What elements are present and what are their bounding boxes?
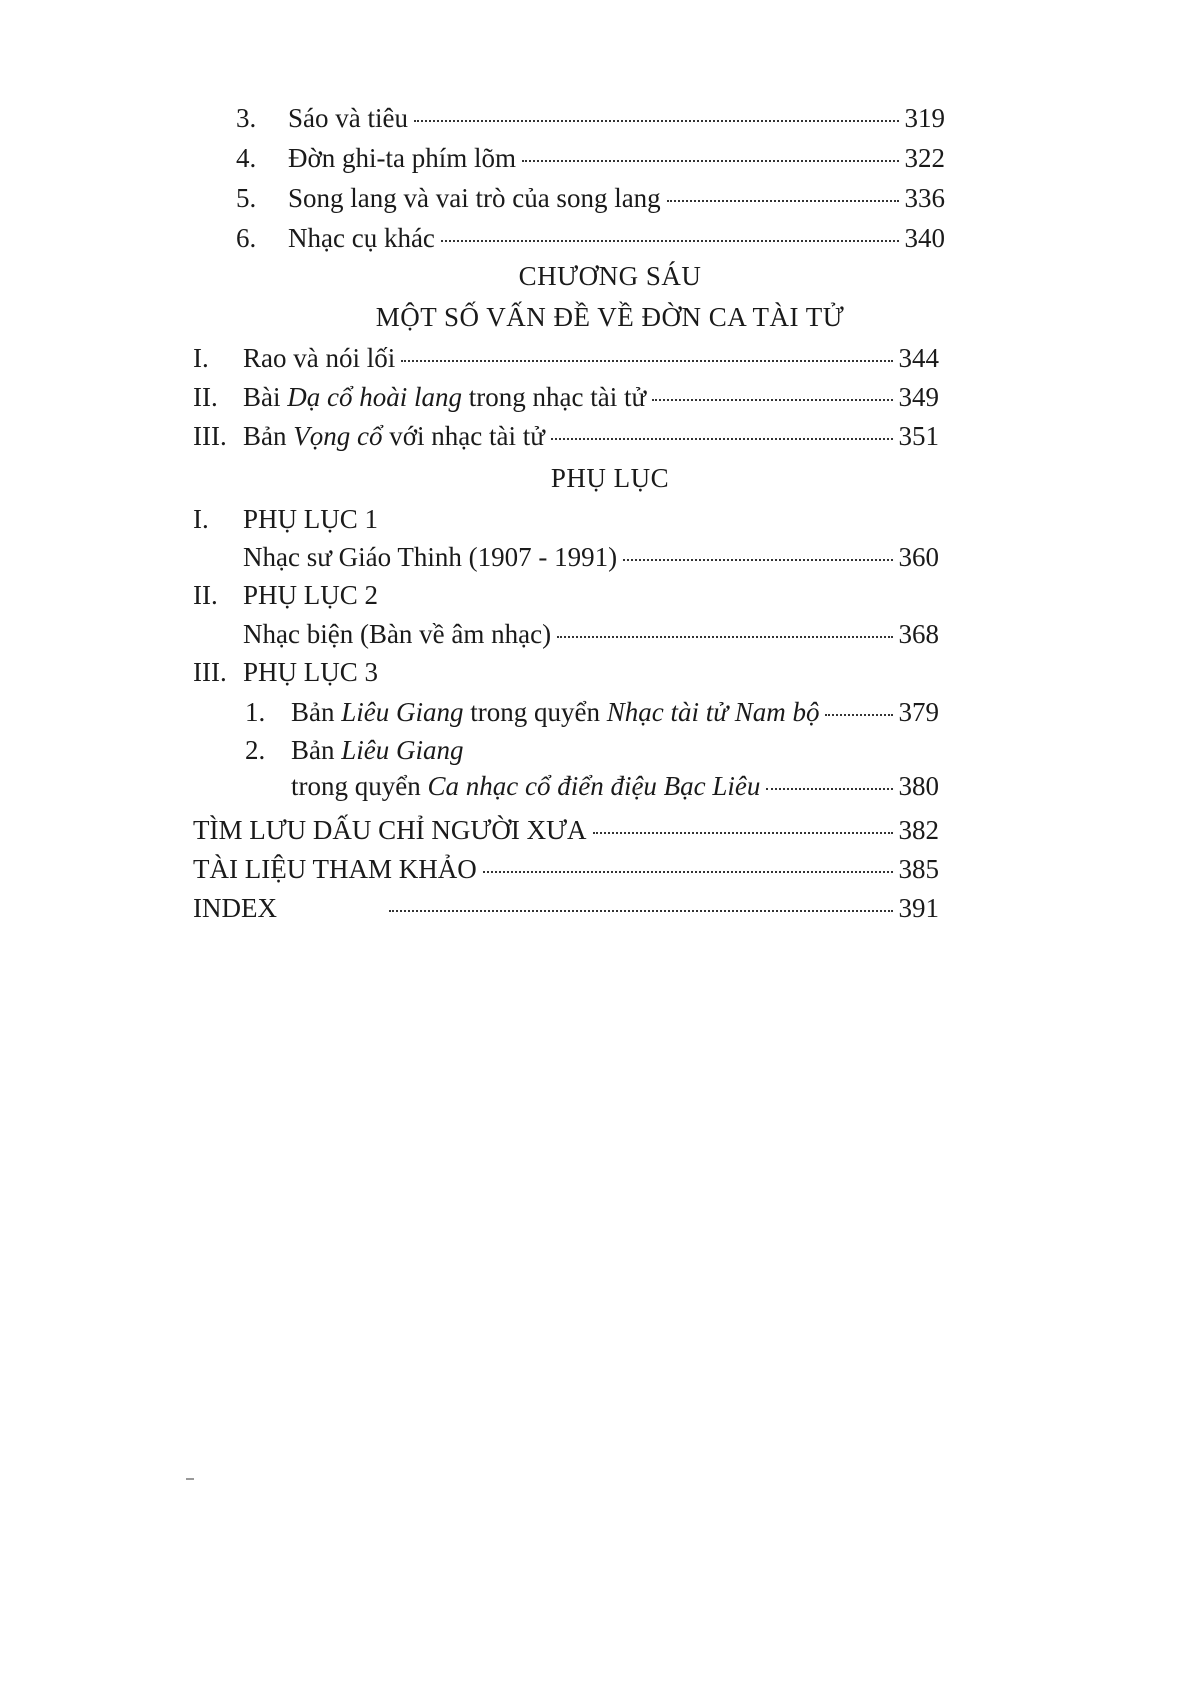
toc-row [193,419,939,453]
dot-leader [766,788,892,790]
toc-title: Bài Dạ cổ hoài lang trong nhạc tài tử [243,382,647,412]
toc-title: Rao và nói lối [243,343,396,373]
toc-row [245,733,939,767]
toc-title: Đờn ghi-ta phím lõm [288,143,517,173]
toc-page-number: 351 [898,421,939,451]
toc-row [193,813,939,847]
dot-leader [557,636,892,638]
toc-row [245,695,939,729]
toc-number: III. [193,421,227,451]
toc-page-number: 368 [898,619,939,649]
dot-leader [551,438,893,440]
toc-row [243,540,939,574]
toc-page-number: 319 [904,103,945,133]
toc-number: I. [193,343,209,373]
toc-number: 3. [236,103,257,133]
toc-page-number: 336 [904,183,945,213]
toc-title: Sáo và tiêu [288,103,408,133]
toc-number: II. [193,382,218,412]
toc-page-number: 340 [904,223,945,253]
toc-title: trong quyển Ca nhạc cổ điển điệu Bạc Liêu [291,771,761,801]
appendix-label: PHỤ LỤC 2 [243,580,379,610]
dot-leader [441,240,899,242]
appendix-label-row [193,578,939,612]
toc-number: 4. [236,143,257,173]
dot-leader [414,120,899,122]
appendix-label: PHỤ LỤC 1 [243,504,379,534]
toc-title: Bản Liêu Giang [291,735,464,765]
toc-row [236,141,945,175]
toc-number: 1. [245,697,266,727]
dot-leader [825,714,892,716]
scan-mark [186,1478,194,1480]
dot-leader [401,360,892,362]
toc-page-number: 382 [898,815,939,845]
toc-title: Bản Liêu Giang trong quyển Nhạc tài tử Nam bộ [291,697,820,727]
dot-leader [667,200,899,202]
toc-row [193,852,939,886]
toc-title: Nhạc sư Giáo Thinh (1907 - 1991) [243,542,618,572]
toc-page-number: 349 [898,382,939,412]
toc-number: II. [193,580,218,610]
toc-number: 6. [236,223,257,253]
dot-leader [593,832,893,834]
dot-leader [389,910,893,912]
toc-page-number: 379 [898,697,939,727]
dot-leader [623,559,892,561]
toc-row [193,380,939,414]
toc-page-number: 385 [898,854,939,884]
dot-leader [483,871,893,873]
toc-row [243,617,939,651]
toc-title: Bản Vọng cổ với nhạc tài tử [243,421,545,451]
chapter-title: MỘT SỐ VẤN ĐỀ VỀ ĐỜN CA TÀI TỬ [375,302,845,332]
toc-row [193,891,939,925]
toc-row [291,769,939,803]
dot-leader [522,160,898,162]
appendix-heading: PHỤ LỤC [550,463,670,493]
toc-title: INDEX [193,893,277,923]
toc-number: 2. [245,735,266,765]
dot-leader [652,399,892,401]
toc-page-number: 322 [904,143,945,173]
toc-row [236,221,945,255]
toc-row [236,181,945,215]
toc-title: Song lang và vai trò của song lang [288,183,661,213]
toc-title: Nhạc cụ khác [288,223,435,253]
toc-page-number: 391 [898,893,939,923]
toc-title: Nhạc biện (Bàn về âm nhạc) [243,619,552,649]
toc-row [193,341,939,375]
toc-number: III. [193,657,227,687]
appendix-label-row [193,502,939,536]
toc-number: I. [193,504,209,534]
toc-page-number: 380 [898,771,939,801]
toc-title: TÌM LƯU DẤU CHỈ NGƯỜI XƯA [193,815,587,845]
appendix-label: PHỤ LỤC 3 [243,657,379,687]
chapter-label: CHƯƠNG SÁU [518,261,702,291]
toc-page-number: 360 [898,542,939,572]
toc-number: 5. [236,183,257,213]
toc-page-number: 344 [898,343,939,373]
appendix-label-row [193,655,939,689]
toc-title: TÀI LIỆU THAM KHẢO [193,854,477,884]
toc-row [236,101,945,135]
